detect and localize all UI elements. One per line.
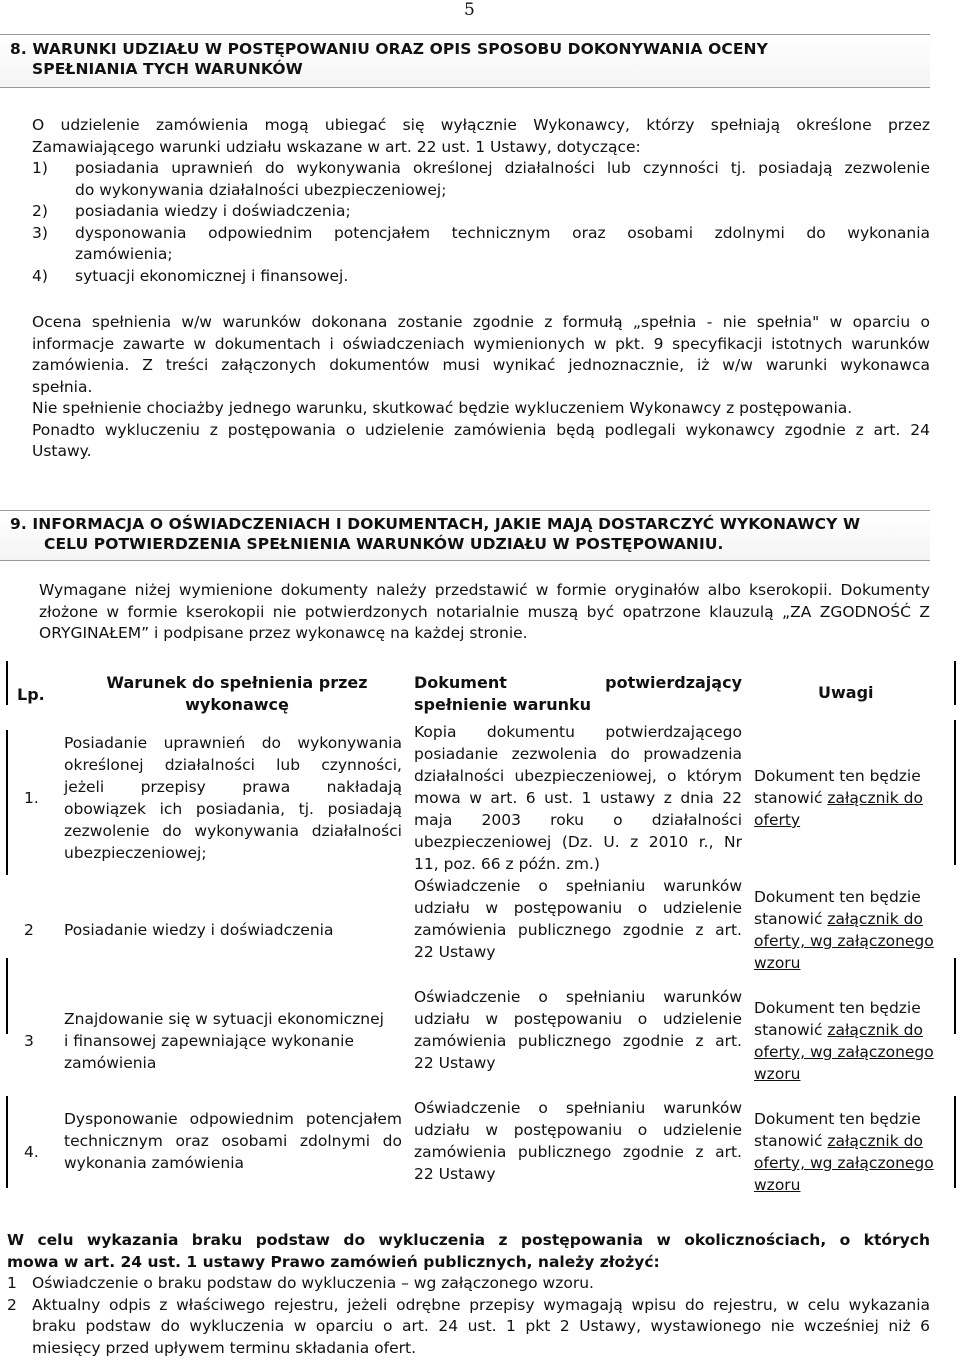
row-4-condition	[64, 1108, 402, 1174]
item-text-line2: do wykonywania działalności ubezpieczeniowej;	[75, 180, 447, 199]
document-line: mowa w art. 6 ust. 1 ustawy z dnia 22	[414, 789, 742, 807]
condition-line: ubezpieczeniowej;	[64, 844, 207, 862]
section-9-title-line2: CELU POTWIERDZENIA SPEŁNIENIA WARUNKÓW UDZIAŁU W POSTĘPOWANIU.	[44, 535, 724, 553]
notes-underlined-text: załącznik do	[827, 1132, 923, 1150]
header-document	[414, 672, 742, 716]
section-9-intro-line1: Wymagane niżej wymienione dokumenty należy przedstawić w formie oryginałów albo kserokopii. Dokumenty	[39, 581, 930, 599]
document-line: 22 Ustawy	[414, 1165, 496, 1183]
row-2-condition	[64, 919, 402, 941]
notes-text: stanowić	[754, 1021, 828, 1039]
item-text-line: Aktualny odpis z właściwego rejestru, jeżeli odrębne przepisy wymagają wpisu do rejestru, w celu wykazania	[32, 1295, 930, 1314]
non-compliance-text: Nie spełnienie chociażby jednego warunku, skutkować będzie wykluczeniem Wykonawcy z postępowania.	[32, 399, 853, 417]
item-number: 1)	[32, 159, 48, 177]
item-text-line: miesięcy przed upływem terminu składania ofert.	[32, 1338, 417, 1357]
table-border	[954, 720, 956, 865]
document-line: Oświadczenie o spełnianiu warunków	[414, 988, 742, 1006]
item-text-line1: posiadania wiedzy i doświadczenia;	[75, 202, 351, 220]
row-1-condition	[64, 732, 402, 864]
condition-item-1	[32, 158, 930, 201]
item-number: 1	[7, 1274, 17, 1292]
condition-line: i finansowej zapewniające wykonanie	[64, 1032, 354, 1050]
condition-item-4	[32, 266, 930, 288]
document-line: udziału w postępowaniu o udzielenie	[414, 1010, 742, 1028]
row-2-lp: 2	[24, 921, 34, 939]
condition-line: określonej działalności lub czynności,	[64, 756, 402, 774]
row-3-lp: 3	[24, 1032, 34, 1050]
notes-underlined-text: załącznik do	[827, 910, 923, 928]
notes-text: stanowić	[754, 1132, 828, 1150]
item-text-line1: posiadania uprawnień do wykonywania określonej działalności lub czynności tj. posiadają zezwolenie	[75, 159, 930, 177]
row-4-notes	[754, 1108, 934, 1196]
section-9-intro-line3: ORYGINAŁEM” i podpisane przez wykonawcę na każdej stronie.	[39, 624, 528, 642]
table-border	[6, 730, 8, 875]
table-border	[954, 1096, 956, 1188]
document-line: udziału w postępowaniu o udzielenie	[414, 899, 742, 917]
document-line: 22 Ustawy	[414, 943, 496, 961]
row-2-notes	[754, 886, 934, 974]
condition-line: jeżeli przepisy prawa nakładają	[64, 778, 402, 796]
item-number: 3)	[32, 223, 48, 242]
document-line: posiadanie zezwolenia do prowadzenia	[414, 745, 742, 763]
condition-line: Znajdowanie się w sytuacji ekonomicznej	[64, 1010, 384, 1028]
row-4-document	[414, 1097, 742, 1185]
notes-line: Dokument ten będzie	[754, 767, 921, 785]
notes-line	[754, 1130, 934, 1152]
header-document-line1: Dokument potwierdzający	[414, 673, 742, 692]
notes-line: wzoru	[754, 954, 801, 972]
condition-line: zamówienia	[64, 1054, 157, 1072]
assessment-line4: spełnia.	[32, 377, 93, 396]
section-9-intro-line2: złożone w formie kserokopii nie potwierdzonych notarialnie muszą być opatrzone klauzulą „ZA ZGODNOŚĆ Z	[39, 602, 930, 621]
notes-line: Dokument ten będzie	[754, 999, 921, 1017]
notes-line	[754, 1019, 934, 1041]
notes-line: Dokument ten będzie	[754, 1110, 921, 1128]
notes-line: oferty, wg załączonego	[754, 1154, 934, 1172]
notes-line: oferty	[754, 811, 801, 829]
notes-underlined-text: załącznik do	[827, 1021, 923, 1039]
section-8-heading	[0, 34, 930, 88]
exclusion-line2: Ustawy.	[32, 442, 92, 460]
header-notes: Uwagi	[818, 683, 874, 702]
assessment-line3: zamówienia. Z treści załączonych dokumentów musi wynikać jednoznacznie, iż w/w warunki wykonawca	[32, 356, 930, 374]
document-line: ubezpieczeniowej (Dz. U. z 2010 r., Nr	[414, 833, 742, 851]
table-border	[6, 958, 8, 1034]
section-8-body	[32, 115, 930, 287]
exclusion-section	[7, 1230, 930, 1359]
item-text-line1: dysponowania odpowiednim potencjałem technicznym oraz osobami zdolnymi do wykonania	[75, 223, 930, 242]
item-text-line: braku podstaw do wykluczenia w oparciu o art. 24 ust. 1 pkt 2 Ustawy, wystawionego nie wcześniej niż 6	[32, 1317, 930, 1335]
intro-line2: Zamawiającego warunki udziału wskazane w art. 22 ust. 1 Ustawy, dotyczące:	[32, 137, 641, 156]
document-line: maja 2003 roku o działalności	[414, 811, 742, 829]
condition-line: technicznym oraz osobami zdolnymi do	[64, 1132, 402, 1150]
section-8-title-line1: 8. WARUNKI UDZIAŁU W POSTĘPOWANIU ORAZ OPIS SPOSOBU DOKONYWANIA OCENY	[10, 40, 768, 58]
notes-line: Dokument ten będzie	[754, 888, 921, 906]
document-line: działalności ubezpieczeniowej, o którym	[414, 767, 742, 785]
notes-line	[754, 908, 934, 930]
notes-text: stanowić	[754, 789, 828, 807]
header-condition-line2: wykonawcę	[185, 695, 289, 714]
notes-line: wzoru	[754, 1065, 801, 1083]
condition-line: Posiadanie wiedzy i doświadczenia	[64, 921, 334, 939]
notes-line: oferty, wg załączonego	[754, 1043, 934, 1061]
document-line: 22 Ustawy	[414, 1054, 496, 1072]
table-border	[954, 958, 956, 1034]
document-line: 11, poz. 66 z późn. zm.)	[414, 855, 600, 873]
row-3-document	[414, 986, 742, 1074]
item-text-line1: sytuacji ekonomicznej i finansowej.	[75, 266, 349, 285]
document-line: Kopia dokumentu potwierdzającego	[414, 723, 742, 741]
item-number: 4)	[32, 266, 48, 285]
row-1-notes	[754, 765, 923, 831]
row-3-notes	[754, 997, 934, 1085]
notes-line: wzoru	[754, 1176, 801, 1194]
header-lp: Lp.	[17, 685, 45, 704]
item-text-line: Oświadczenie o braku podstaw do wykluczenia – wg załączonego wzoru.	[32, 1274, 594, 1292]
intro-line1: O udzielenie zamówienia mogą ubiegać się wyłącznie Wykonawcy, którzy spełniają określone przez	[32, 116, 930, 134]
item-number: 2)	[32, 202, 48, 220]
document-line: udziału w postępowaniu o udzielenie	[414, 1121, 742, 1139]
row-2-document	[414, 875, 742, 963]
exclusion-item-2	[7, 1295, 930, 1360]
table-border	[6, 661, 8, 705]
notes-line	[754, 787, 923, 809]
exclusion-title-line1: W celu wykazania braku podstaw do wykluczenia z postępowania w okolicznościach, o których	[7, 1231, 930, 1249]
assessment-paragraph	[32, 312, 930, 463]
section-9-heading	[0, 510, 930, 561]
document-line: zamówienia publicznego zgodnie z art.	[414, 1143, 742, 1161]
header-document-line2: spełnienie warunku	[414, 695, 592, 714]
exclusion-item-1	[7, 1273, 930, 1295]
document-line: zamówienia publicznego zgodnie z art.	[414, 921, 742, 939]
row-1-document	[414, 721, 742, 875]
table-border	[954, 661, 956, 705]
page-number: 5	[464, 0, 475, 20]
condition-item-3	[32, 223, 930, 266]
row-4-lp: 4.	[24, 1143, 39, 1161]
condition-line: zezwolenie do wykonywania działalności	[64, 822, 402, 840]
table-border	[6, 1096, 8, 1188]
notes-text: stanowić	[754, 910, 828, 928]
item-number: 2	[7, 1295, 17, 1314]
header-condition	[64, 672, 410, 716]
condition-line: obowiązek ich posiadania, tj. posiadają	[64, 800, 402, 818]
exclusion-title-line2: mowa w art. 24 ust. 1 ustawy Prawo zamówień publicznych, należy złożyć:	[7, 1252, 660, 1271]
assessment-line2: informacje zawarte w dokumentach i oświadczeniach wymienionych w pkt. 9 specyfikacji istotnych warunków	[32, 334, 930, 353]
condition-item-2	[32, 201, 930, 223]
condition-line: wykonania zamówienia	[64, 1154, 244, 1172]
section-8-title-line2: SPEŁNIANIA TYCH WARUNKÓW	[32, 60, 303, 78]
assessment-line1: Ocena spełnienia w/w warunków dokonana zostanie zgodnie z formułą „spełnia - nie spełnia" w oparciu o	[32, 313, 930, 331]
section-9-title-line1: 9. INFORMACJA O OŚWIADCZENIACH I DOKUMENTACH, JAKIE MAJĄ DOSTARCZYĆ WYKONAWCY W	[10, 515, 861, 533]
condition-line: Dysponowanie odpowiednim potencjałem	[64, 1110, 402, 1128]
document-line: zamówienia publicznego zgodnie z art.	[414, 1032, 742, 1050]
header-condition-line1: Warunek do spełnienia przez	[106, 673, 368, 692]
condition-line: Posiadanie uprawnień do wykonywania	[64, 734, 402, 752]
row-1-lp: 1.	[24, 789, 39, 807]
notes-line: oferty, wg załączonego	[754, 932, 934, 950]
section-9-intro	[39, 580, 930, 645]
document-line: Oświadczenie o spełnianiu warunków	[414, 877, 742, 895]
document-line: Oświadczenie o spełnianiu warunków	[414, 1099, 742, 1117]
notes-underlined-text: załącznik do	[827, 789, 923, 807]
row-3-condition	[64, 1008, 402, 1074]
exclusion-line1: Ponadto wykluczeniu z postępowania o udzielenie zamówienia będą podlegali wykonawcy zgodnie z art. 24	[32, 420, 930, 439]
item-text-line2: zamówienia;	[75, 245, 173, 263]
